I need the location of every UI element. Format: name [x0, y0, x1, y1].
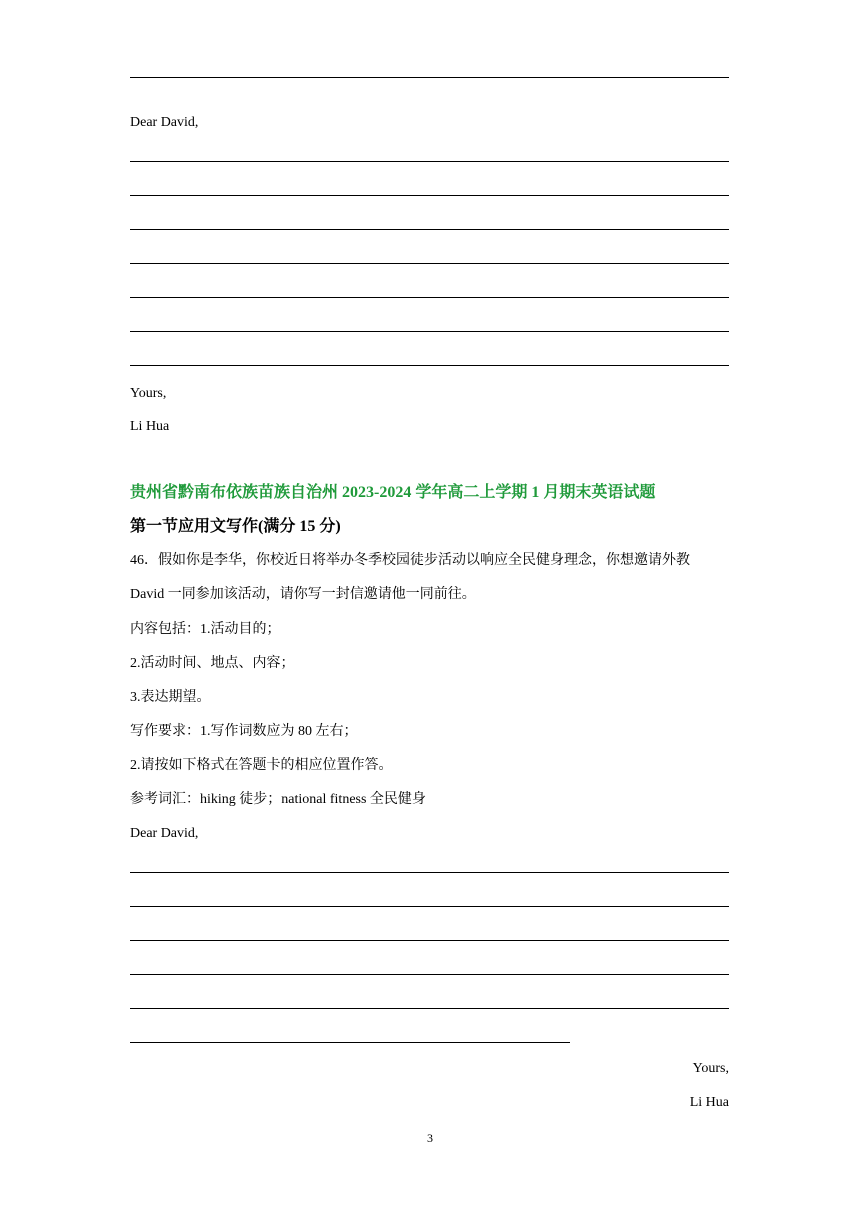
page-number: 3: [427, 1131, 433, 1145]
section-subtitle: 第一节应用文写作(满分 15 分): [130, 518, 341, 535]
content-item-2: 2.活动时间、地点、内容；: [130, 656, 295, 671]
reference-vocabulary: 参考词汇：hiking 徒步；national fitness 全民健身: [130, 792, 426, 807]
letter1-closing: Yours,: [130, 386, 167, 401]
letter1-signature: Li Hua: [130, 419, 170, 434]
answer-line: [130, 365, 729, 366]
answer-line: [130, 297, 729, 298]
answer-line: [130, 229, 729, 230]
letter2-closing: Yours,: [692, 1061, 729, 1076]
answer-line: [130, 263, 729, 264]
letter2-signature: Li Hua: [689, 1095, 729, 1110]
letter1-salutation: Dear David,: [130, 115, 199, 130]
answer-line: [130, 1008, 729, 1009]
content-intro: 内容包括：1.活动目的；: [130, 622, 281, 637]
answer-line: [130, 906, 729, 907]
top-divider: [130, 77, 729, 78]
answer-line: [130, 940, 729, 941]
question-line-2: David 一同参加该活动，请你写一封信邀请他一同前往。: [130, 587, 476, 602]
exam-title: 贵州省黔南布依族苗族自治州 2023-2024 学年高二上学期 1 月期末英语试题: [130, 484, 656, 501]
answer-line-short: [130, 1042, 570, 1043]
answer-line: [130, 974, 729, 975]
answer-line: [130, 872, 729, 873]
letter2-salutation: Dear David,: [130, 826, 199, 841]
requirement-intro: 写作要求：1.写作词数应为 80 左右；: [130, 724, 358, 739]
answer-line: [130, 195, 729, 196]
answer-line: [130, 331, 729, 332]
answer-line: [130, 161, 729, 162]
content-item-3: 3.表达期望。: [130, 690, 211, 705]
requirement-item-2: 2.请按如下格式在答题卡的相应位置作答。: [130, 758, 393, 773]
question-line-1: 46．假如你是李华，你校近日将举办冬季校园徒步活动以响应全民健身理念，你想邀请外教: [130, 553, 690, 568]
